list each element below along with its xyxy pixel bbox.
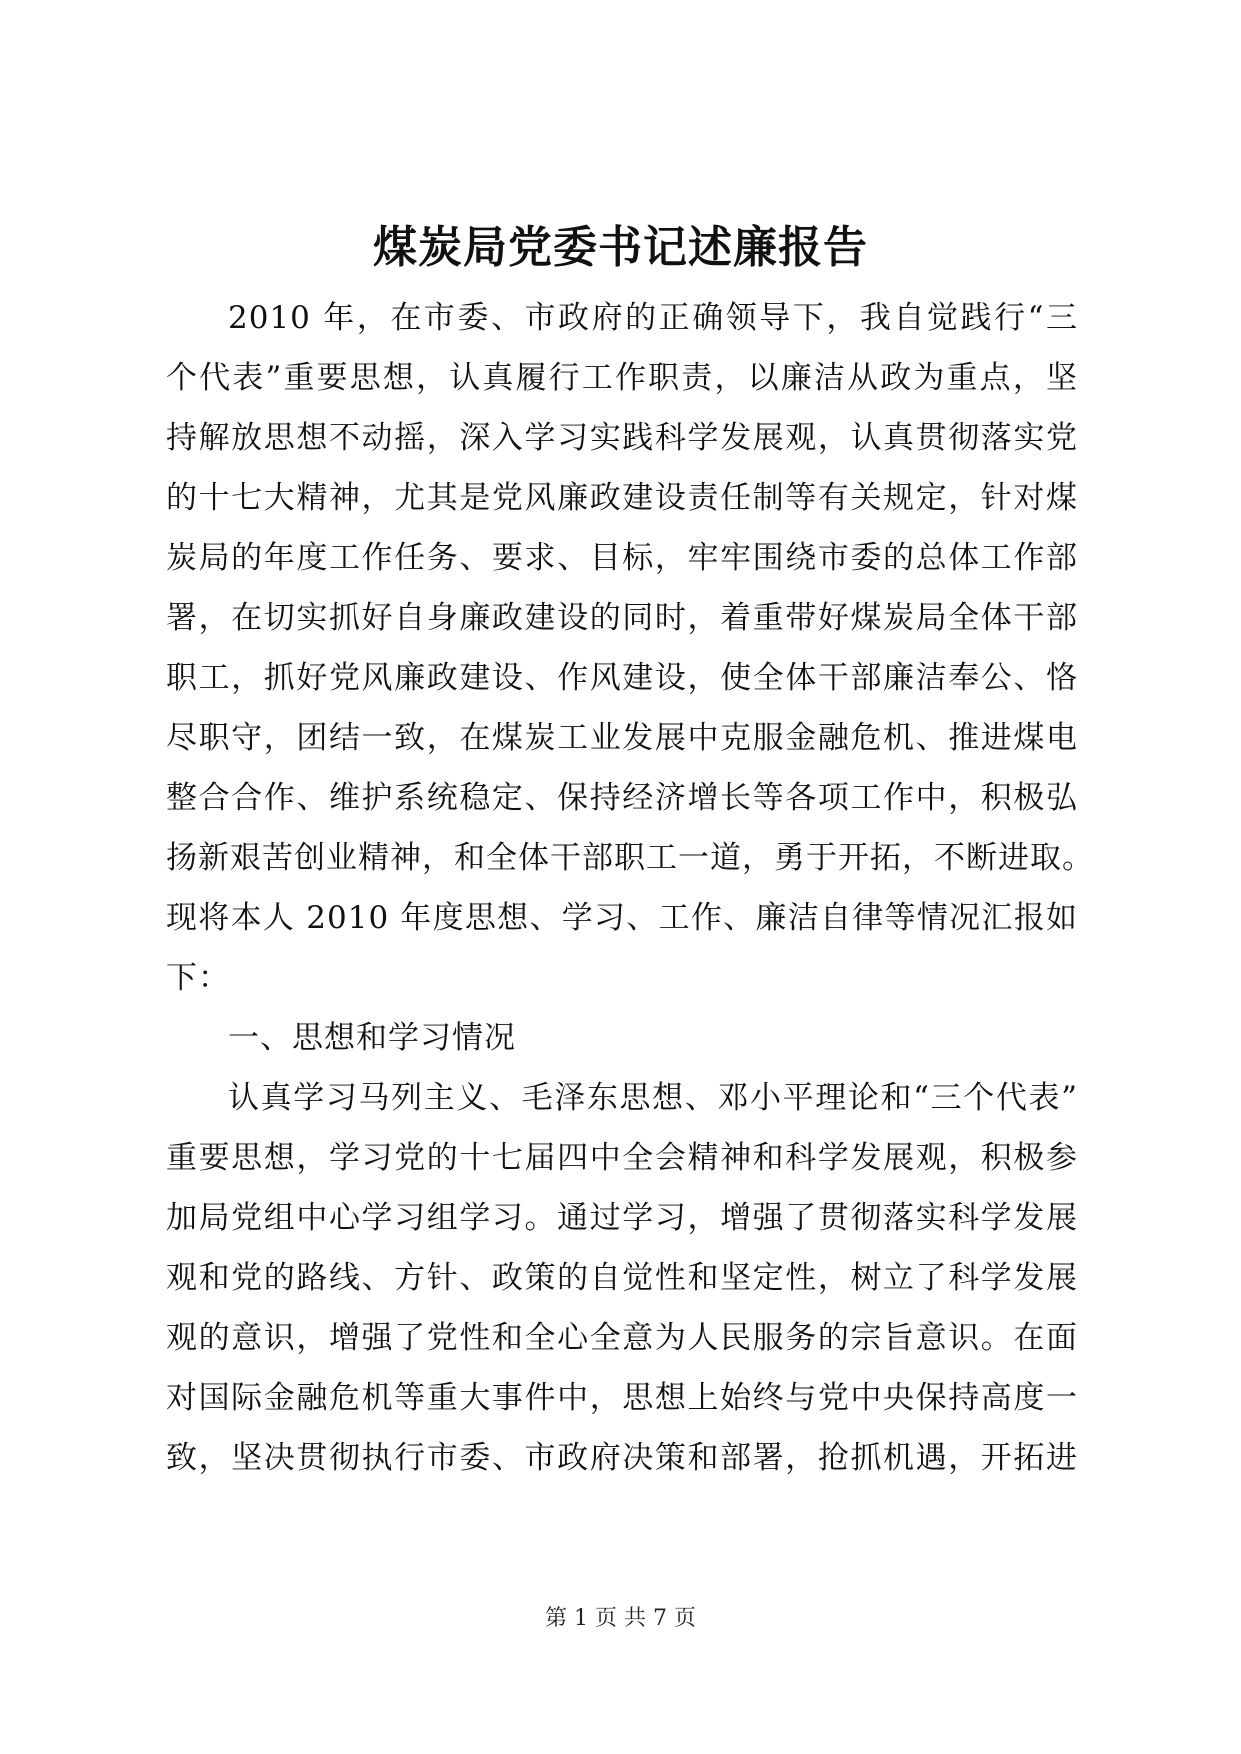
paragraph-line: 现将本人 2010 年度思想、学习、工作、廉洁自律等情况汇报如: [166, 900, 1078, 936]
paragraph-line: 个代表”重要思想，认真履行工作职责，以廉洁从政为重点，坚: [166, 360, 1078, 396]
paragraph-line: 职工，抓好党风廉政建设、作风建设，使全体干部廉洁奉公、恪: [166, 660, 1078, 696]
paragraph-line: 尽职守，团结一致，在煤炭工业发展中克服金融危机、推进煤电: [166, 720, 1078, 756]
page-footer: 第 1 页 共 7 页: [545, 1606, 696, 1631]
paragraph-1: [166, 288, 1094, 1008]
paragraph-line: 观和党的路线、方针、政策的自觉性和坚定性，树立了科学发展: [166, 1260, 1078, 1296]
paragraph-line: 致，坚决贯彻执行市委、市政府决策和部署，抢抓机遇，开拓进: [166, 1440, 1078, 1476]
document-title: 煤炭局党委书记述廉报告: [373, 222, 868, 273]
paragraph-line: 炭局的年度工作任务、要求、目标，牢牢围绕市委的总体工作部: [166, 540, 1078, 576]
paragraph-line: 2010 年，在市委、市政府的正确领导下，我自觉践行“三: [228, 300, 1078, 336]
paragraph-line: 扬新艰苦创业精神，和全体干部职工一道，勇于开拓，不断进取。: [166, 840, 1094, 876]
paragraph-line: 下：: [166, 960, 230, 996]
paragraph-line: 的十七大精神，尤其是党风廉政建设责任制等有关规定，针对煤: [166, 480, 1078, 516]
paragraph-line: 署，在切实抓好自身廉政建设的同时，着重带好煤炭局全体干部: [166, 600, 1078, 636]
paragraph-line: 对国际金融危机等重大事件中，思想上始终与党中央保持高度一: [166, 1380, 1078, 1416]
paragraph-line: 认真学习马列主义、毛泽东思想、邓小平理论和“三个代表”: [228, 1080, 1078, 1116]
paragraph-line: 整合合作、维护系统稳定、保持经济增长等各项工作中，积极弘: [166, 780, 1078, 816]
paragraph-2: [166, 1068, 1078, 1488]
document-body: [166, 288, 1094, 1488]
section-heading: 一、思想和学习情况: [228, 1020, 516, 1056]
paragraph-line: 重要思想，学习党的十七届四中全会精神和科学发展观，积极参: [166, 1140, 1078, 1176]
paragraph-line: 加局党组中心学习组学习。通过学习，增强了贯彻落实科学发展: [166, 1200, 1078, 1236]
paragraph-line: 持解放思想不动摇，深入学习实践科学发展观，认真贯彻落实党: [166, 420, 1078, 456]
paragraph-line: 观的意识，增强了党性和全心全意为人民服务的宗旨意识。在面: [166, 1320, 1078, 1356]
